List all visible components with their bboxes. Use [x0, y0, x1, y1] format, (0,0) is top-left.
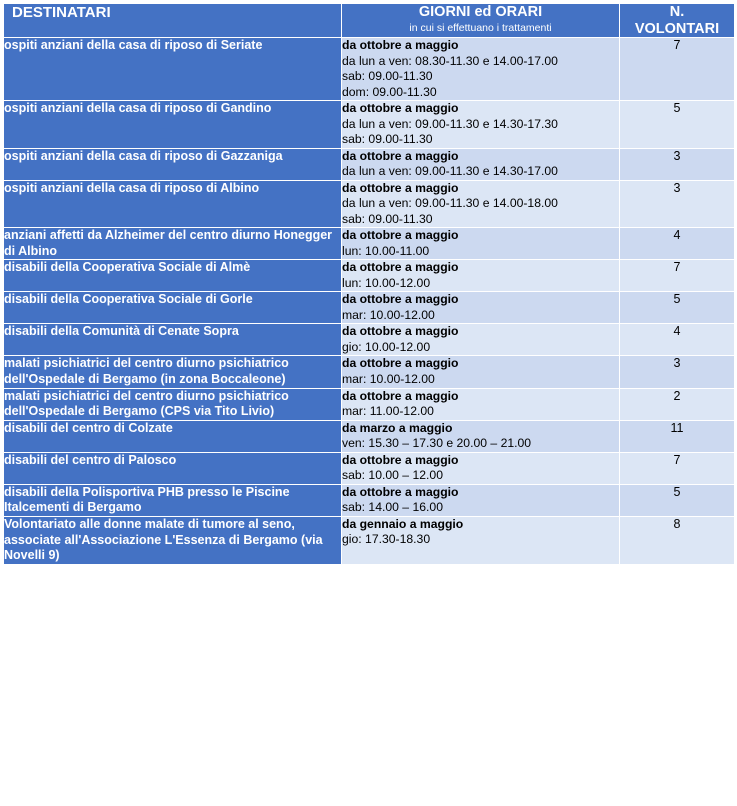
schedule-table-wrapper: [0, 3, 737, 565]
cell-destinatari: ospiti anziani della casa di riposo di Gazzaniga: [4, 148, 342, 180]
cell-destinatari: disabili della Polisportiva PHB presso le Piscine Italcementi di Bergamo: [4, 484, 342, 516]
header-giorni-orari-main: GIORNI ed ORARI: [418, 4, 543, 20]
table-row: [4, 324, 735, 356]
orario-line: da lun a ven: 09.00-11.30 e 14.00-18.00: [342, 196, 558, 211]
periodo-text: da ottobre a maggio: [342, 148, 459, 163]
table-header: [4, 4, 735, 38]
cell-destinatari: disabili del centro di Palosco: [4, 452, 342, 484]
periodo-text: da ottobre a maggio: [342, 388, 459, 403]
periodo-text: da ottobre a maggio: [342, 292, 459, 307]
cell-giorni-orari: [342, 292, 620, 324]
cell-destinatari: malati psichiatrici del centro diurno psichiatrico dell'Ospedale di Bergamo (in zona Boccaleone): [4, 356, 342, 388]
header-volontari: [620, 4, 735, 38]
cell-volontari: 5: [620, 101, 735, 148]
schedule-table: [3, 3, 735, 565]
cell-volontari: 8: [620, 517, 735, 565]
table-row: [4, 420, 735, 452]
cell-giorni-orari: [342, 101, 620, 148]
cell-giorni-orari: [342, 38, 620, 101]
table-row: [4, 517, 735, 565]
table-row: [4, 388, 735, 420]
orario-line: lun: 10.00-11.00: [342, 243, 430, 258]
periodo-text: da ottobre a maggio: [342, 101, 459, 116]
cell-volontari: 7: [620, 260, 735, 292]
cell-volontari: 3: [620, 148, 735, 180]
orario-line: mar: 11.00-12.00: [342, 404, 434, 419]
orario-line: da lun a ven: 08.30-11.30 e 14.00-17.00: [342, 53, 558, 68]
header-volontari-line2: VOLONTARI: [634, 20, 720, 37]
cell-destinatari: anziani affetti da Alzheimer del centro diurno Honegger di Albino: [4, 228, 342, 260]
cell-destinatari: malati psichiatrici del centro diurno psichiatrico dell'Ospedale di Bergamo (CPS via Tito Livio): [4, 388, 342, 420]
table-row: [4, 148, 735, 180]
periodo-text: da ottobre a maggio: [342, 38, 459, 53]
cell-giorni-orari: [342, 260, 620, 292]
orario-line: gio: 10.00-12.00: [342, 339, 431, 354]
periodo-text: da ottobre a maggio: [342, 228, 459, 243]
cell-volontari: 4: [620, 228, 735, 260]
periodo-text: da marzo a maggio: [342, 420, 453, 435]
header-row: [4, 4, 735, 38]
cell-volontari: 7: [620, 452, 735, 484]
cell-giorni-orari: [342, 420, 620, 452]
cell-destinatari: disabili della Cooperativa Sociale di Gorle: [4, 292, 342, 324]
periodo-text: da ottobre a maggio: [342, 180, 459, 195]
table-row: [4, 484, 735, 516]
cell-volontari: 7: [620, 38, 735, 101]
cell-giorni-orari: [342, 148, 620, 180]
orario-line: sab: 09.00-11.30: [342, 69, 433, 84]
periodo-text: da ottobre a maggio: [342, 260, 459, 275]
table-row: [4, 292, 735, 324]
periodo-text: da ottobre a maggio: [342, 484, 459, 499]
header-destinatari: DESTINATARI: [4, 4, 342, 38]
table-row: [4, 452, 735, 484]
cell-giorni-orari: [342, 452, 620, 484]
table-row: [4, 228, 735, 260]
periodo-text: da ottobre a maggio: [342, 452, 459, 467]
periodo-text: da gennaio a maggio: [342, 517, 464, 531]
orario-line: dom: 09.00-11.30: [342, 84, 437, 99]
table-row: [4, 260, 735, 292]
cell-volontari: 5: [620, 292, 735, 324]
orario-line: mar: 10.00-12.00: [342, 371, 435, 386]
table-row: [4, 356, 735, 388]
cell-giorni-orari: [342, 517, 620, 565]
orario-line: gio: 17.30-18.30: [342, 532, 431, 547]
cell-volontari: 4: [620, 324, 735, 356]
cell-giorni-orari: [342, 180, 620, 227]
header-giorni-orari: [342, 4, 620, 38]
orario-line: sab: 09.00-11.30: [342, 132, 433, 147]
orario-line: ven: 15.30 – 17.30 e 20.00 – 21.00: [342, 436, 532, 451]
table-body: [4, 38, 735, 565]
cell-volontari: 3: [620, 356, 735, 388]
cell-volontari: 2: [620, 388, 735, 420]
cell-destinatari: disabili della Cooperativa Sociale di Almè: [4, 260, 342, 292]
table-row: [4, 180, 735, 227]
cell-destinatari: disabili della Comunità di Cenate Sopra: [4, 324, 342, 356]
cell-destinatari: ospiti anziani della casa di riposo di Albino: [4, 180, 342, 227]
orario-line: sab: 10.00 – 12.00: [342, 468, 443, 483]
orario-line: mar: 10.00-12.00: [342, 307, 435, 322]
cell-giorni-orari: [342, 228, 620, 260]
cell-giorni-orari: [342, 484, 620, 516]
orario-line: da lun a ven: 09.00-11.30 e 14.30-17.00: [342, 164, 558, 179]
table-row: [4, 38, 735, 101]
cell-giorni-orari: [342, 388, 620, 420]
periodo-text: da ottobre a maggio: [342, 356, 459, 371]
orario-line: da lun a ven: 09.00-11.30 e 14.30-17.30: [342, 116, 558, 131]
orario-line: lun: 10.00-12.00: [342, 275, 431, 290]
cell-volontari: 11: [620, 420, 735, 452]
orario-line: sab: 09.00-11.30: [342, 211, 433, 226]
cell-destinatari: Volontariato alle donne malate di tumore al seno, associate all'Associazione L'Essenza di Bergamo (via Novelli 9): [4, 517, 342, 565]
cell-destinatari: ospiti anziani della casa di riposo di Gandino: [4, 101, 342, 148]
table-row: [4, 101, 735, 148]
header-volontari-line1: N.: [669, 4, 685, 20]
orario-line: sab: 14.00 – 16.00: [342, 500, 443, 515]
cell-giorni-orari: [342, 356, 620, 388]
cell-volontari: 3: [620, 180, 735, 227]
header-giorni-orari-sub: in cui si effettuano i trattamenti: [409, 21, 552, 34]
cell-volontari: 5: [620, 484, 735, 516]
cell-giorni-orari: [342, 324, 620, 356]
cell-destinatari: disabili del centro di Colzate: [4, 420, 342, 452]
cell-destinatari: ospiti anziani della casa di riposo di Seriate: [4, 38, 342, 101]
periodo-text: da ottobre a maggio: [342, 324, 459, 339]
